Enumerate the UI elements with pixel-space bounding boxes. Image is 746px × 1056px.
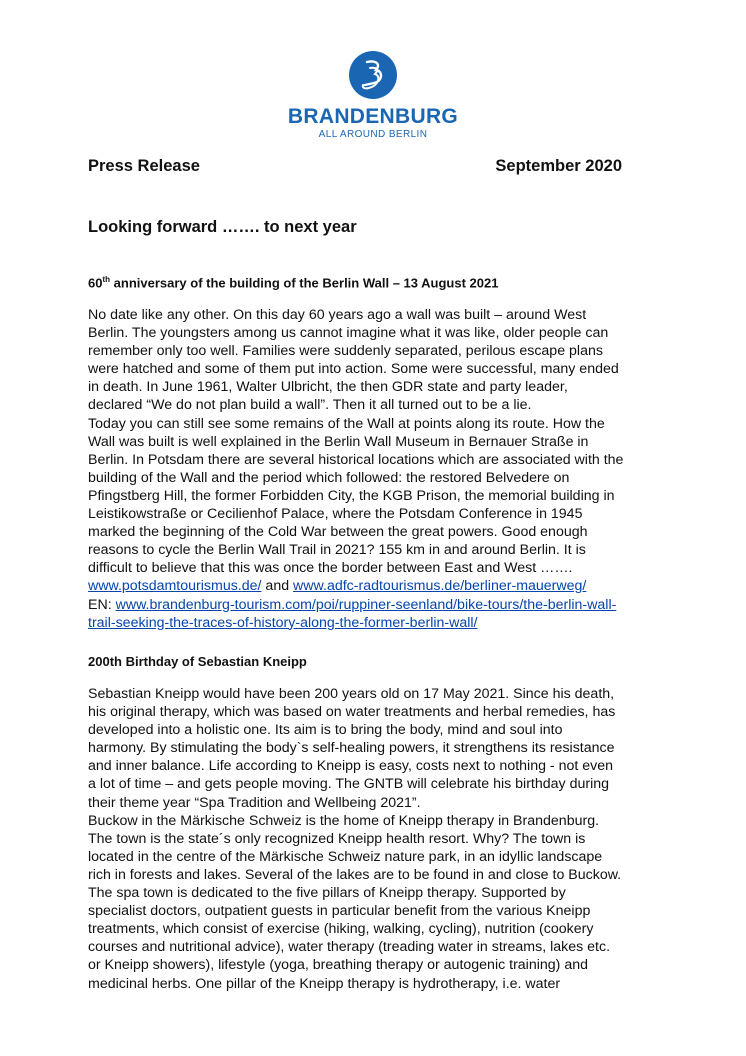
section2-line: treatments, which consist of exercise (hiking, walking, cycling), nutrition (cookery bbox=[88, 921, 594, 938]
section1-line: Berlin. In Potsdam there are several historical locations which are associated with the bbox=[88, 451, 624, 468]
section2-line: his original therapy, which was based on water treatments and herbal remedies, has bbox=[88, 704, 616, 721]
section1-links-line bbox=[88, 577, 663, 595]
section1-body bbox=[88, 306, 663, 632]
section2-line: rich in forests and lakes. Several of the lakes are to be found in and close to Buckow. bbox=[88, 866, 622, 883]
section1-line: Pfingstberg Hill, the former Forbidden City, the KGB Prison, the memorial building in bbox=[88, 487, 615, 504]
brandenburg-tourism-link[interactable]: www.brandenburg-tourism.com/poi/ruppiner-seenland/bike-tours/the-berlin-wall- bbox=[115, 596, 617, 613]
section1-line: remember only too well. Families were suddenly separated, perilous escape plans bbox=[88, 343, 603, 360]
section1-en-line-2 bbox=[88, 614, 663, 632]
brand-tagline: ALL AROUND BERLIN bbox=[318, 129, 428, 140]
section1-line: Wall was built is well explained in the Berlin Wall Museum in Bernauer Straße in bbox=[88, 433, 589, 450]
section2-line: or Kneipp showers), lifestyle (yoga, breathing therapy or autogenic training) and bbox=[88, 957, 588, 974]
section2-body bbox=[88, 685, 663, 993]
link-separator: and bbox=[261, 578, 294, 595]
section1-en-line bbox=[88, 596, 663, 614]
brandenburg-tourism-link-cont[interactable]: trail-seeking-the-traces-of-history-along-the-former-berlin-wall/ bbox=[88, 614, 478, 631]
section2-title: 200th Birthday of Sebastian Kneipp bbox=[88, 654, 307, 669]
section2-line: specialist doctors, outpatient guests in particular benefit from the various Kneipp bbox=[88, 903, 591, 920]
section1-line: difficult to believe that this was once the border between East and West ……. bbox=[88, 560, 573, 577]
adfc-link[interactable]: www.adfc-radtourismus.de/berliner-mauerweg/ bbox=[293, 578, 587, 595]
section2-line: Sebastian Kneipp would have been 200 years old on 17 May 2021. Since his death, bbox=[88, 686, 615, 702]
section1-title-rest: anniversary of the building of the Berlin Wall – 13 August 2021 bbox=[110, 275, 499, 291]
section2-line: a lot of time – and gets people moving. The GNTB will celebrate his birthday during bbox=[88, 776, 610, 793]
potsdam-tourism-link[interactable]: www.potsdamtourismus.de/ bbox=[88, 578, 262, 595]
en-label: EN: bbox=[88, 596, 116, 613]
section1-title bbox=[88, 275, 498, 290]
section1-line: declared “We do not plan build a wall”. Then it all turned out to be a lie. bbox=[88, 397, 532, 414]
section1-title-prefix: 60 bbox=[88, 275, 103, 291]
section1-line: in death. In June 1961, Walter Ulbricht, the then GDR state and party leader, bbox=[88, 379, 568, 396]
section2-line: The spa town is dedicated to the five pillars of Kneipp therapy. Supported by bbox=[88, 885, 566, 902]
brand-logo bbox=[0, 50, 746, 142]
section1-line: No date like any other. On this day 60 years ago a wall was built – around West bbox=[88, 307, 587, 323]
release-date: September 2020 bbox=[495, 157, 622, 175]
section2-line: and inner balance. Life according to Kneipp is easy, costs next to nothing - not even bbox=[88, 758, 614, 775]
press-release-label: Press Release bbox=[88, 157, 200, 175]
section2-line: medicinal herbs. One pillar of the Kneipp therapy is hydrotherapy, i.e. water bbox=[88, 975, 561, 992]
section2-line: harmony. By stimulating the body`s self-healing powers, it strengthens its resistance bbox=[88, 740, 615, 757]
section2-line: developed into a holistic one. Its aim is to bring the body, mind and soul into bbox=[88, 722, 563, 739]
section1-title-sup: th bbox=[102, 275, 111, 284]
section2-line: their theme year “Spa Tradition and Wellbeing 2021”. bbox=[88, 794, 421, 811]
section1-line: Berlin. The youngsters among us cannot imagine what it was like, older people can bbox=[88, 325, 609, 342]
section1-line: were hatched and some of them put into action. Some were successful, many ended bbox=[88, 361, 619, 378]
brand-name: BRANDENBURG bbox=[287, 105, 459, 128]
section2-line: The town is the state´s only recognized Kneipp health resort. Why? The town is bbox=[88, 830, 586, 847]
section1-line: marked the beginning of the Cold War between the great powers. Good enough bbox=[88, 524, 588, 541]
section1-line: Today you can still see some remains of the Wall at points along its route. How the bbox=[88, 415, 605, 432]
page-headline: Looking forward ……. to next year bbox=[88, 218, 357, 236]
section1-line: reasons to cycle the Berlin Wall Trail in 2021? 155 km in and around Berlin. It is bbox=[88, 542, 586, 559]
section2-line: courses and nutritional advice), water therapy (treading water in streams, lakes etc. bbox=[88, 939, 611, 956]
section1-line: Leistikowstraße or Cecilienhof Palace, where the Potsdam Conference in 1945 bbox=[88, 506, 583, 523]
section2-line: Buckow in the Märkische Schweiz is the home of Kneipp therapy in Brandenburg. bbox=[88, 812, 600, 829]
section1-line: building of the Wall and the period which followed: the restored Belvedere on bbox=[88, 469, 570, 486]
press-header bbox=[88, 157, 622, 176]
section2-line: located in the centre of the Märkische Schweiz nature park, in an idyllic landscape bbox=[88, 848, 603, 865]
brandenburg-bb-logo-icon bbox=[348, 50, 398, 100]
